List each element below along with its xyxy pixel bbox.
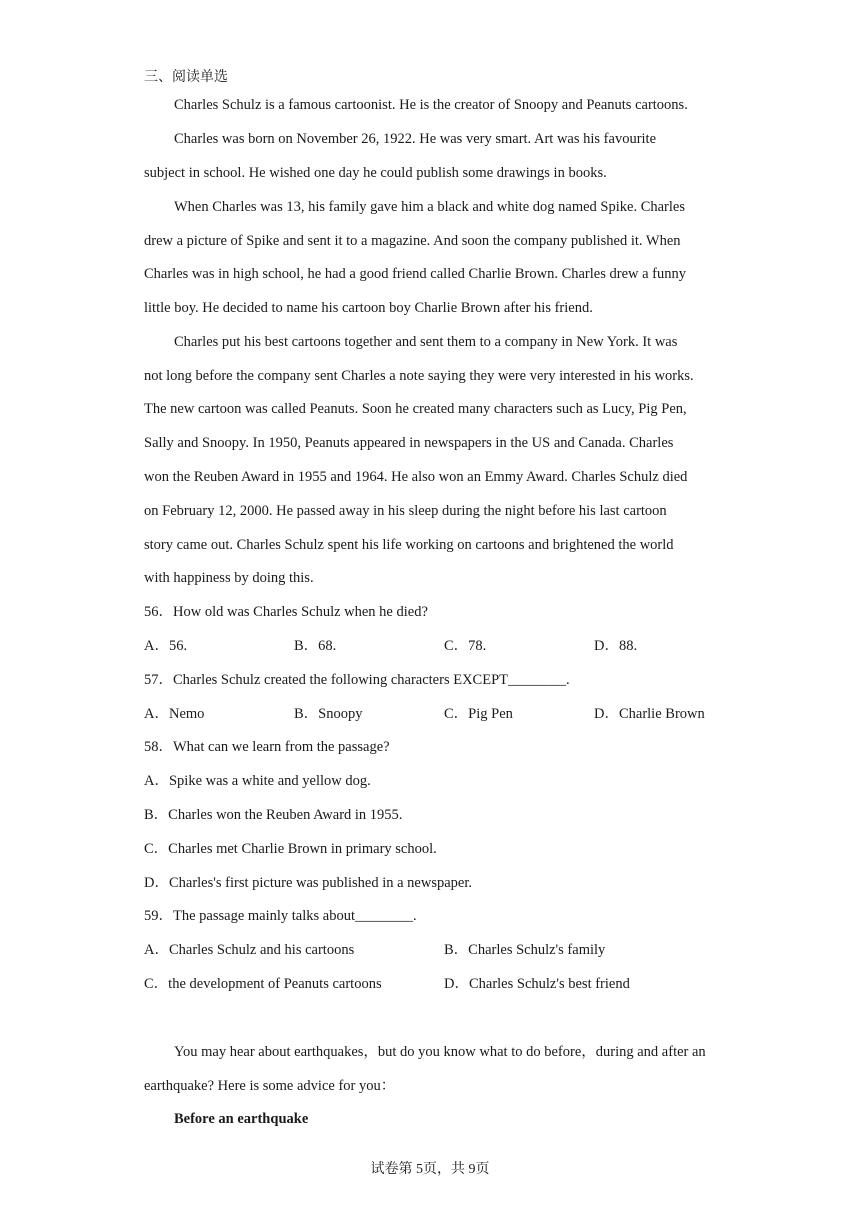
- page-footer: 试卷第 5页，共 9页: [370, 1162, 490, 1177]
- passage1-line: Charles put his best cartoons together and sent them to a company in New York. It was: [174, 334, 678, 350]
- passage1-line: Charles was in high school, he had a good friend called Charlie Brown. Charles drew a funny: [144, 266, 686, 282]
- passage1-line: drew a picture of Spike and sent it to a magazine. And soon the company published it. When: [144, 233, 681, 249]
- passage1-line: story came out. Charles Schulz spent his life working on cartoons and brightened the world: [144, 537, 674, 553]
- question-59-stem: 59．The passage mainly talks about________.: [144, 908, 417, 924]
- question-57-option-d: D．Charlie Brown: [594, 706, 705, 722]
- question-56-option-d: D．88.: [594, 638, 638, 654]
- question-56-option-b: B．68.: [294, 638, 337, 654]
- question-56-option-c: C．78.: [444, 638, 487, 654]
- question-58-option-d: D．Charles's first picture was published in a newspaper.: [144, 875, 472, 891]
- question-57-option-c: C．Pig Pen: [444, 706, 513, 722]
- heading-before-earthquake: Before an earthquake: [174, 1111, 309, 1127]
- passage1-line: subject in school. He wished one day he could publish some drawings in books.: [144, 165, 607, 181]
- question-56-option-a: A．56.: [144, 638, 188, 654]
- question-59-option-c: C．the development of Peanuts cartoons: [144, 976, 382, 992]
- passage1-line: little boy. He decided to name his cartoon boy Charlie Brown after his friend.: [144, 300, 593, 316]
- passage2-line: earthquake? Here is some advice for you：: [144, 1078, 396, 1094]
- passage1-line: Sally and Snoopy. In 1950, Peanuts appeared in newspapers in the US and Canada. Charles: [144, 435, 674, 451]
- question-59-option-b: B．Charles Schulz's family: [444, 942, 606, 958]
- question-59-option-d: D．Charles Schulz's best friend: [444, 976, 630, 992]
- question-58-option-a: A．Spike was a white and yellow dog.: [144, 773, 371, 789]
- question-58-stem: 58．What can we learn from the passage?: [144, 739, 390, 755]
- question-58-option-c: C．Charles met Charlie Brown in primary school.: [144, 841, 437, 857]
- passage1-line: won the Reuben Award in 1955 and 1964. He also won an Emmy Award. Charles Schulz died: [144, 469, 688, 485]
- passage1-line: with happiness by doing this.: [144, 570, 314, 586]
- question-59-option-a: A．Charles Schulz and his cartoons: [144, 942, 355, 958]
- passage2-line: You may hear about earthquakes，but do you know what to do before，during and after an: [174, 1044, 706, 1060]
- question-58-option-b: B．Charles won the Reuben Award in 1955.: [144, 807, 403, 823]
- passage1-line: Charles Schulz is a famous cartoonist. He is the creator of Snoopy and Peanuts cartoons.: [174, 97, 688, 113]
- question-56-stem: 56．How old was Charles Schulz when he died?: [144, 604, 428, 620]
- passage1-line: Charles was born on November 26, 1922. He was very smart. Art was his favourite: [174, 131, 657, 147]
- passage1-line: not long before the company sent Charles a note saying they were very interested in his works.: [144, 368, 694, 384]
- question-57-stem: 57．Charles Schulz created the following characters EXCEPT________.: [144, 672, 570, 688]
- section-title: 三、阅读单选: [144, 69, 228, 85]
- question-57-option-b: B．Snoopy: [294, 706, 363, 722]
- passage1-line: When Charles was 13, his family gave him a black and white dog named Spike. Charles: [174, 199, 685, 215]
- question-57-option-a: A．Nemo: [144, 706, 205, 722]
- passage1-line: The new cartoon was called Peanuts. Soon he created many characters such as Lucy, Pig Pen,: [144, 401, 687, 417]
- passage1-line: on February 12, 2000. He passed away in his sleep during the night before his last cartoon: [144, 503, 667, 519]
